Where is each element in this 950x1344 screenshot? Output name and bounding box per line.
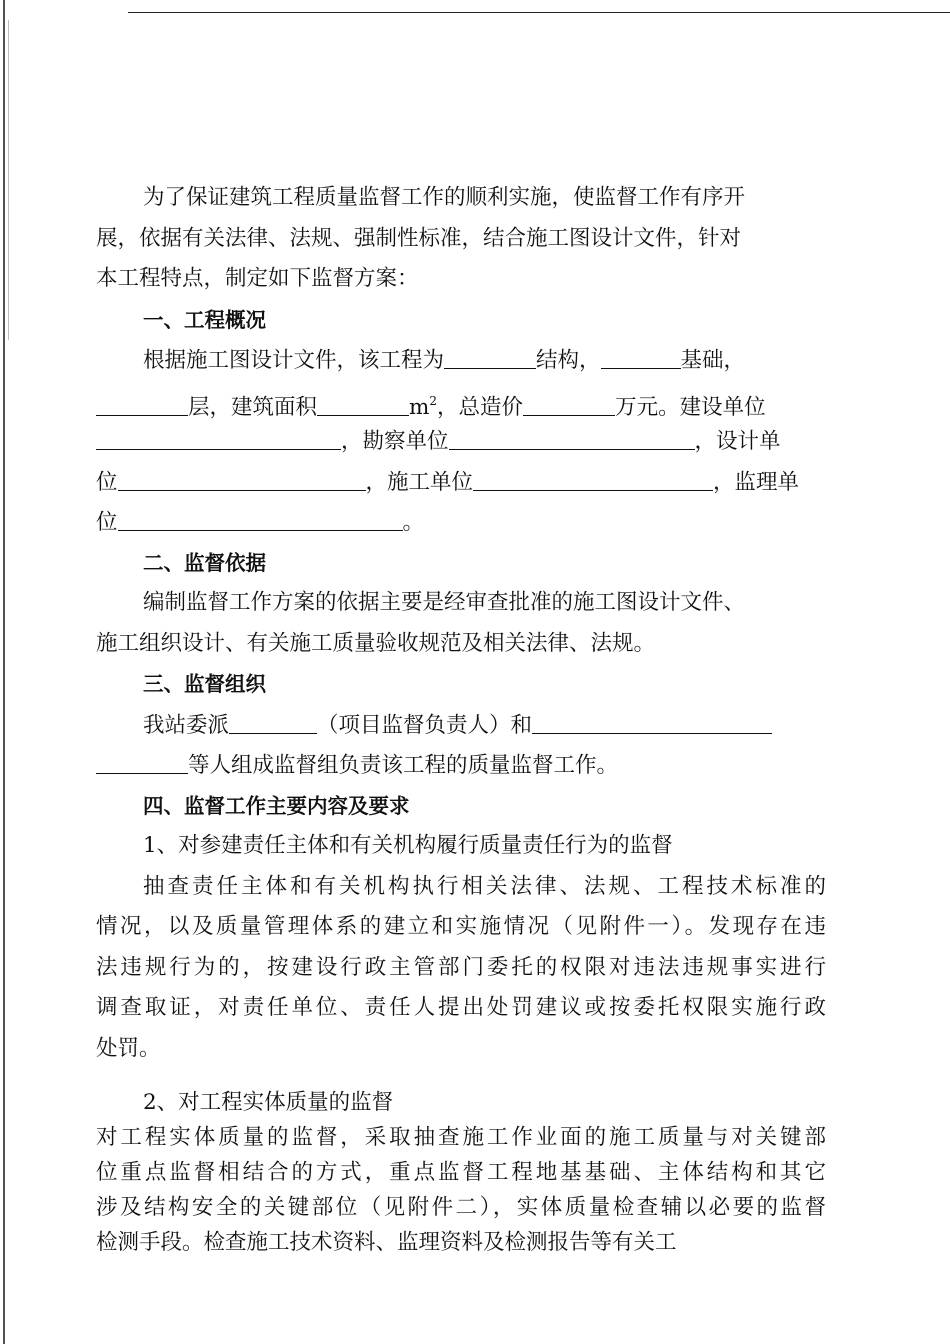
design-unit-blank[interactable] — [118, 462, 366, 491]
overview-text: 万元。建设单位 — [615, 394, 766, 420]
item2-line-2: 位重点监督相结合的方式，重点监督工程地基基础、主体结构和其它 — [96, 1160, 826, 1185]
organization-line-2 — [96, 745, 826, 786]
area-unit-superscript: 2 — [429, 393, 438, 408]
project-supervisor-blank[interactable] — [229, 705, 317, 734]
overview-text: 层，建筑面积 — [188, 394, 318, 420]
floors-blank[interactable] — [96, 387, 188, 416]
overview-text: ，设计单 — [694, 429, 781, 454]
overview-text: 根据施工图设计文件，该工程为 — [143, 348, 445, 373]
item2-line-4: 检测手段。检查施工技术资料、监理资料及检测报告等有关工 — [96, 1230, 677, 1255]
overview-text: 位 — [96, 510, 118, 535]
overview-line-3 — [96, 421, 826, 462]
section-heading-organization: 三、监督组织 — [143, 672, 266, 696]
intro-line-2: 展，依据有关法律、法规、强制性标准，结合施工图设计文件，针对 — [96, 225, 742, 251]
overview-line-5 — [96, 502, 826, 543]
item2-line-3: 涉及结构安全的关键部位（见附件二），实体质量检查辅以必要的监督 — [96, 1195, 826, 1220]
item1-title: 1、对参建责任主体和有关机构履行质量责任行为的监督 — [143, 833, 673, 858]
item2-title: 2、对工程实体质量的监督 — [143, 1090, 394, 1115]
overview-line-4 — [96, 462, 826, 503]
organization-text: 等人组成监督组负责该工程的质量监督工作。 — [188, 753, 619, 778]
supervision-members-blank[interactable] — [532, 705, 772, 734]
supervision-members-blank-2[interactable] — [96, 745, 188, 774]
overview-text: ，施工单位 — [365, 469, 474, 495]
organization-line-1 — [96, 705, 826, 746]
survey-unit-blank[interactable] — [449, 421, 695, 450]
organization-text: 我站委派 — [143, 712, 230, 738]
overview-text: ，监理单 — [713, 469, 800, 495]
building-area-blank[interactable] — [317, 387, 409, 416]
overview-text: 结构， — [536, 348, 601, 373]
item1-line-2: 情况，以及质量管理体系的建立和实施情况（见附件一）。发现存在违 — [96, 914, 826, 939]
document-body — [96, 178, 826, 1260]
section-heading-main-content: 四、监督工作主要内容及要求 — [143, 793, 410, 818]
header-rule — [128, 12, 950, 13]
item1-line-5: 处罚。 — [96, 1035, 161, 1061]
basis-line-2: 施工组织设计、有关施工质量验收规范及相关法律、法规。 — [96, 630, 656, 656]
section-heading-basis: 二、监督依据 — [143, 550, 266, 575]
overview-text: 基础， — [680, 348, 746, 373]
item2-line-1: 对工程实体质量的监督，采取抽查施工作业面的施工质量与对关键部 — [96, 1125, 826, 1150]
scan-left-edge-faint — [8, 20, 9, 340]
item1-line-3: 法违规行为的，按建设行政主管部门委托的权限对违法违规事实进行 — [96, 954, 826, 980]
construction-unit-blank[interactable] — [96, 421, 341, 450]
total-cost-blank[interactable] — [523, 387, 615, 416]
organization-text: （项目监督负责人）和 — [317, 712, 533, 738]
overview-text: ，总造价 — [437, 394, 524, 420]
intro-line-1: 为了保证建筑工程质量监督工作的顺利实施，使监督工作有序开 — [143, 185, 746, 210]
overview-text: 。 — [402, 510, 425, 535]
foundation-type-blank[interactable] — [601, 340, 681, 369]
item1-line-1: 抽查责任主体和有关机构执行相关法律、法规、工程技术标准的 — [143, 873, 826, 899]
overview-text: 位 — [96, 469, 118, 495]
contractor-unit-blank[interactable] — [473, 462, 713, 491]
supervision-unit-blank[interactable] — [118, 502, 403, 531]
intro-line-3: 本工程特点，制定如下监督方案： — [96, 266, 419, 291]
overview-line-2 — [96, 381, 826, 422]
scan-left-edge — [3, 0, 5, 1344]
structure-type-blank[interactable] — [444, 340, 536, 369]
basis-line-1: 编制监督工作方案的依据主要是经审查批准的施工图设计文件、 — [143, 590, 746, 615]
overview-line-1 — [96, 340, 826, 381]
area-unit: m — [409, 394, 430, 420]
section-heading-overview: 一、工程概况 — [143, 307, 266, 332]
item1-line-4: 调查取证，对责任单位、责任人提出处罚建议或按委托权限实施行政 — [96, 995, 826, 1020]
overview-text: ，勘察单位 — [341, 429, 449, 454]
